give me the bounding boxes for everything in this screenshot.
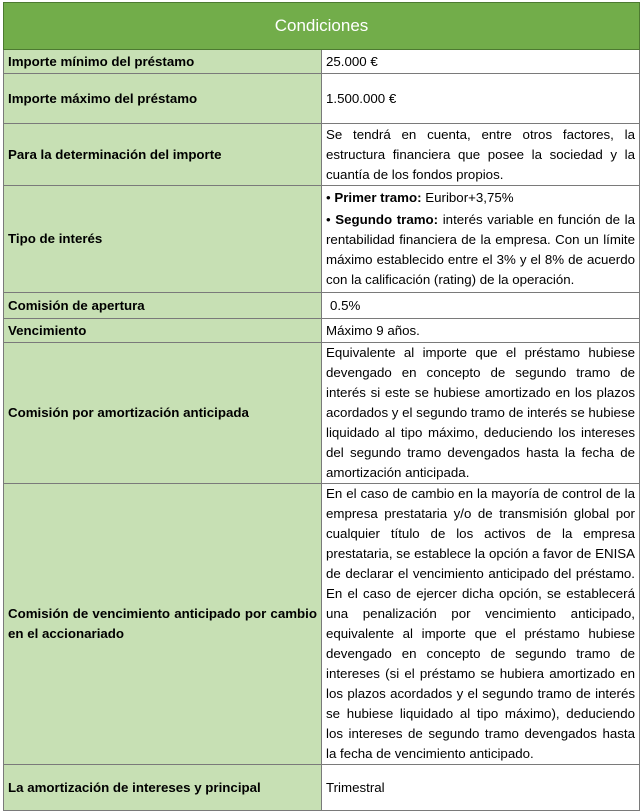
row-label: Tipo de interés: [4, 186, 322, 293]
conditions-table: [3, 2, 640, 811]
row-value: 1.500.000 €: [322, 74, 640, 124]
row-label: Para la determinación del importe: [4, 124, 322, 186]
table-row: [4, 293, 640, 319]
table-header-row: [4, 3, 640, 50]
table-row: [4, 50, 640, 74]
table-row: [4, 343, 640, 484]
primer-tramo-value: Euribor+3,75%: [425, 190, 514, 205]
bullet-item-primer-tramo: [326, 188, 635, 208]
row-label: Importe máximo del préstamo: [4, 74, 322, 124]
row-value: Equivalente al importe que el préstamo hubiese devengado en concepto de segundo tramo de interés si este se hubiese amortizado en los plazos acordados y el segundo tramo de interés se hubiese liquidado al tipo máximo, deduciendo los intereses del segundo tramo devengados hasta la fecha de amortización anticipada.: [322, 343, 640, 484]
table-row: [4, 765, 640, 811]
row-label: Comisión por amortización anticipada: [4, 343, 322, 484]
table-row: [4, 74, 640, 124]
row-value: Trimestral: [322, 765, 640, 811]
row-label: Vencimiento: [4, 319, 322, 343]
row-label: La amortización de intereses y principal: [4, 765, 322, 811]
segundo-tramo-label: Segundo tramo:: [335, 212, 439, 227]
bullet-icon: •: [326, 212, 331, 227]
row-label: Comisión de vencimiento anticipado por cambio en el accionariado: [4, 484, 322, 765]
row-value: Se tendrá en cuenta, entre otros factores, la estructura financiera que posee la sociedad y la cuantía de los fondos propios.: [322, 124, 640, 186]
table-title: Condiciones: [4, 3, 640, 50]
table-row: [4, 484, 640, 765]
table-row: [4, 124, 640, 186]
table-row: [4, 319, 640, 343]
conditions-table-wrapper: [3, 2, 640, 808]
bullet-item-segundo-tramo: [326, 210, 635, 290]
row-label: Importe mínimo del préstamo: [4, 50, 322, 74]
row-value-interest: [322, 186, 640, 293]
row-value: Máximo 9 años.: [322, 319, 640, 343]
row-value: 25.000 €: [322, 50, 640, 74]
row-value: 0.5%: [322, 293, 640, 319]
bullet-icon: •: [326, 190, 331, 205]
table-row: [4, 186, 640, 293]
row-label: Comisión de apertura: [4, 293, 322, 319]
primer-tramo-label: Primer tramo:: [334, 190, 422, 205]
row-value: En el caso de cambio en la mayoría de control de la empresa prestataria y/o de transmisión global por cualquier título de los activos de la empresa prestataria, se establece la opción a favor de ENISA de declarar el vencimiento anticipado del préstamo. En el caso de ejercer dicha opción, se establecerá una penalización por vencimiento anticipado, equivalente al importe que el préstamo hubiese devengado en concepto de segundo tramo de intereses (si el préstamo se hubiera amortizado en los plazos acordados y el segundo tramo de interés se hubiese liquidado al tipo máximo), deduciendo los intereses de segundo tramo devengados hasta la fecha de vencimiento anticipado.: [322, 484, 640, 765]
segundo-tramo-value: interés variable en función de la rentabilidad financiera de la empresa. Con un límite máximo establecido entre el 3% y el 8% de acuerdo con la calificación (rating) de la operación.: [326, 212, 635, 287]
